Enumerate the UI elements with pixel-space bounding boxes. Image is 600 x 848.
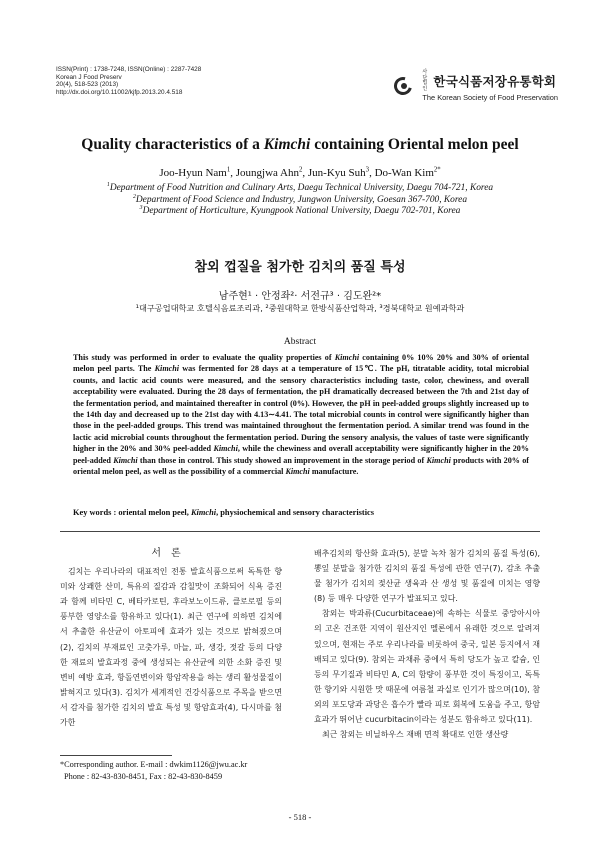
author-list: Joo-Hyun Nam$^1$, Joungjwa Ahn$^2$, Jun-Kyu Suh$^3$, Do-Wan Kim$^{2*}$	[159, 166, 441, 179]
journal-name: Korean J Food Preserv	[56, 73, 122, 81]
affiliation-1: $^1$Department of Food Nutrition and Culinary Arts, Daegu Technical University, Daegu 704-721, Korea	[106, 181, 494, 193]
intro-paragraph: 김치는 우리나라의 대표적인 전통 발효식품으로써 독특한 향미와 상쾌한 산미, 특유의 질감과 감칠맛이 조화되어 식욕 증진과 함께 비타민 C, 베타카로틴, 후라보노이드류, 클로로필 등의 풍부한 영양소를 함유하고 있다(1). 최근 연구에 의하면 김치에서 추출한 유산균이 아토피에 효과가 있는 것으로 밝혀졌으며(2), 김치의 부재료인 고춧가루, 마늘, 파, 생강, 젓갈 등의 다양한 재료의 발효과정 중에 생성되는 유산균에 의한 소화 증진 및 변비 예방 효과, 항돌연변이와 항암작용을 하는 생리 활성물질이 밝혀지고 있다(3). 김치가 세계적인 건강식품으로 주목을 받으면서 감자를 첨가한 김치의 발효 특성 및 항암효과(4), 다시마를 첨가한	[60, 567, 282, 728]
affiliation-3: $^3$Department of Horticulture, Kyungpook National University, Daegu 702-701, Korea	[139, 205, 461, 217]
section-divider	[60, 531, 540, 532]
affiliation-list	[0, 183, 600, 218]
society-prefix: 사단법인	[422, 69, 428, 92]
korean-title: 참외 껍질을 첨가한 김치의 품질 특성	[194, 260, 406, 275]
abstract-heading: Abstract	[283, 337, 317, 347]
footnote-email: *Corresponding author. E-mail : dwkim1126@jwu.ac.kr	[60, 760, 248, 769]
affiliation-2: $^2$Department of Food Science and Industry, Jungwon University, Goesan 367-700, Korea	[132, 193, 468, 205]
body-column-right	[314, 546, 540, 742]
abstract-body: This study was performed in order to evaluate the quality properties of Kimchi containing 0% 10% 20% and 30% of oriental melon peel parts. The Kimchi was fermented for 28 days at a temperature of 15℃. The pH, titratable acidity, total microbial counts, and lactic acid counts were measured, and the sensory characteristics including taste, color, chewiness, and overall acceptability were evaluated. During the 28 days of fermentation, the pH dramatically decreased between the 7th and 21st day of the fermentation period, and maintained thereafter in control (0%). However, the pH in peel-added groups slightly increased up to the 14th day and decreased up to the 21st day with 4.13∼4.41. The total microbial counts in control were significantly higher than those in the peel-added groups. This trend was maintained throughout the fermentation period. A similar trend was found in the lactic acid microbial counts throughout the fermentation period. During the sensory analysis, the values of taste were significantly higher in the 20% and 30% peel-added Kimchi, while the chewiness and overall acceptability were significantly higher in the 20% peel-added Kimchi than those in control. This study showed an improvement in the storage period of Kimchi products with 20% of oriental melon peel, as well as the possibility of a commercial Kimchi manufacture.	[73, 353, 530, 477]
society-name-korean: 한국식품저장유통학회	[433, 74, 557, 89]
society-name-english: The Korean Society of Food Preservation	[422, 93, 558, 102]
corresponding-author-footnote	[60, 759, 247, 782]
korean-author-list: 남주현¹ · 안정좌²· 서전규³ · 김도완²*	[218, 291, 382, 302]
journal-metadata	[56, 66, 201, 96]
keywords: Key words : oriental melon peel, Kimchi, physiochemical and sensory characteristics	[73, 508, 375, 517]
intro-paragraph: 최근 참외는 비닐하우스 재배 면적 확대로 인한 생산량	[322, 730, 509, 740]
korean-affiliations: ¹대구공업대학교 호텔식음료조리과, ²중원대학교 한방식품산업학과, ³경북대학교 원예과학과	[135, 303, 465, 313]
page-number: - 518 -	[288, 812, 312, 822]
footnote-divider	[60, 755, 172, 756]
volume-line: 20(4), 518-523 (2013)	[56, 81, 119, 89]
society-logo-block	[392, 70, 558, 102]
footnote-phone: Phone : 82-43-830-8451, Fax : 82-43-830-8459	[64, 771, 223, 781]
title-kimchi: Kimchi	[263, 136, 311, 153]
doi-link[interactable]: http://dx.doi.org/10.11002/kjfp.2013.20.4.518	[56, 88, 183, 96]
society-logo-icon	[392, 75, 418, 97]
issn-line: ISSN(Print) : 1738-7248, ISSN(Online) : 2287-7428	[56, 66, 202, 73]
intro-paragraph-cont: 배추김치의 항산화 효과(5), 분말 녹차 첨가 김치의 품질 특성(6), 뽕잎 분말을 첨가한 김치의 품질 특성에 관한 연구(7), 감초 추출물 첨가가 김치의 젖산균 생육과 산 생성 및 품질에 미치는 영향(8) 등 매우 다양한 연구가 발표되고 있다.	[314, 549, 540, 604]
body-column-left	[60, 546, 282, 730]
paper-title: Quality characteristics of a Kimchi containing Oriental melon peel	[81, 136, 519, 153]
introduction-heading: 서론	[151, 548, 191, 559]
intro-paragraph: 참외는 박과류(Cucurbitaceae)에 속하는 식물로 중앙아시아의 고온 건조한 지역이 원산지인 멜론에서 유래한 것으로 알려져 있으며, 현재는 주로 우리나라를 비롯하여 중국, 일본 등지에서 재배되고 있다(9). 참외는 과채류 중에서 특히 당도가 높고 칼슘, 인 등의 무기질과 비타민 A, C의 함량이 풍부한 것이 특징이고, 독특한 향기와 시원한 맛 때문에 여름철 과실로 인기가 많으며(10), 참외의 포도당과 과당은 흡수가 빨라 피로 회복에 도움을 주고, 항암효과가 뛰어난 cucurbitacin이라는 성분도 함유하고 있다(11).	[314, 609, 540, 725]
